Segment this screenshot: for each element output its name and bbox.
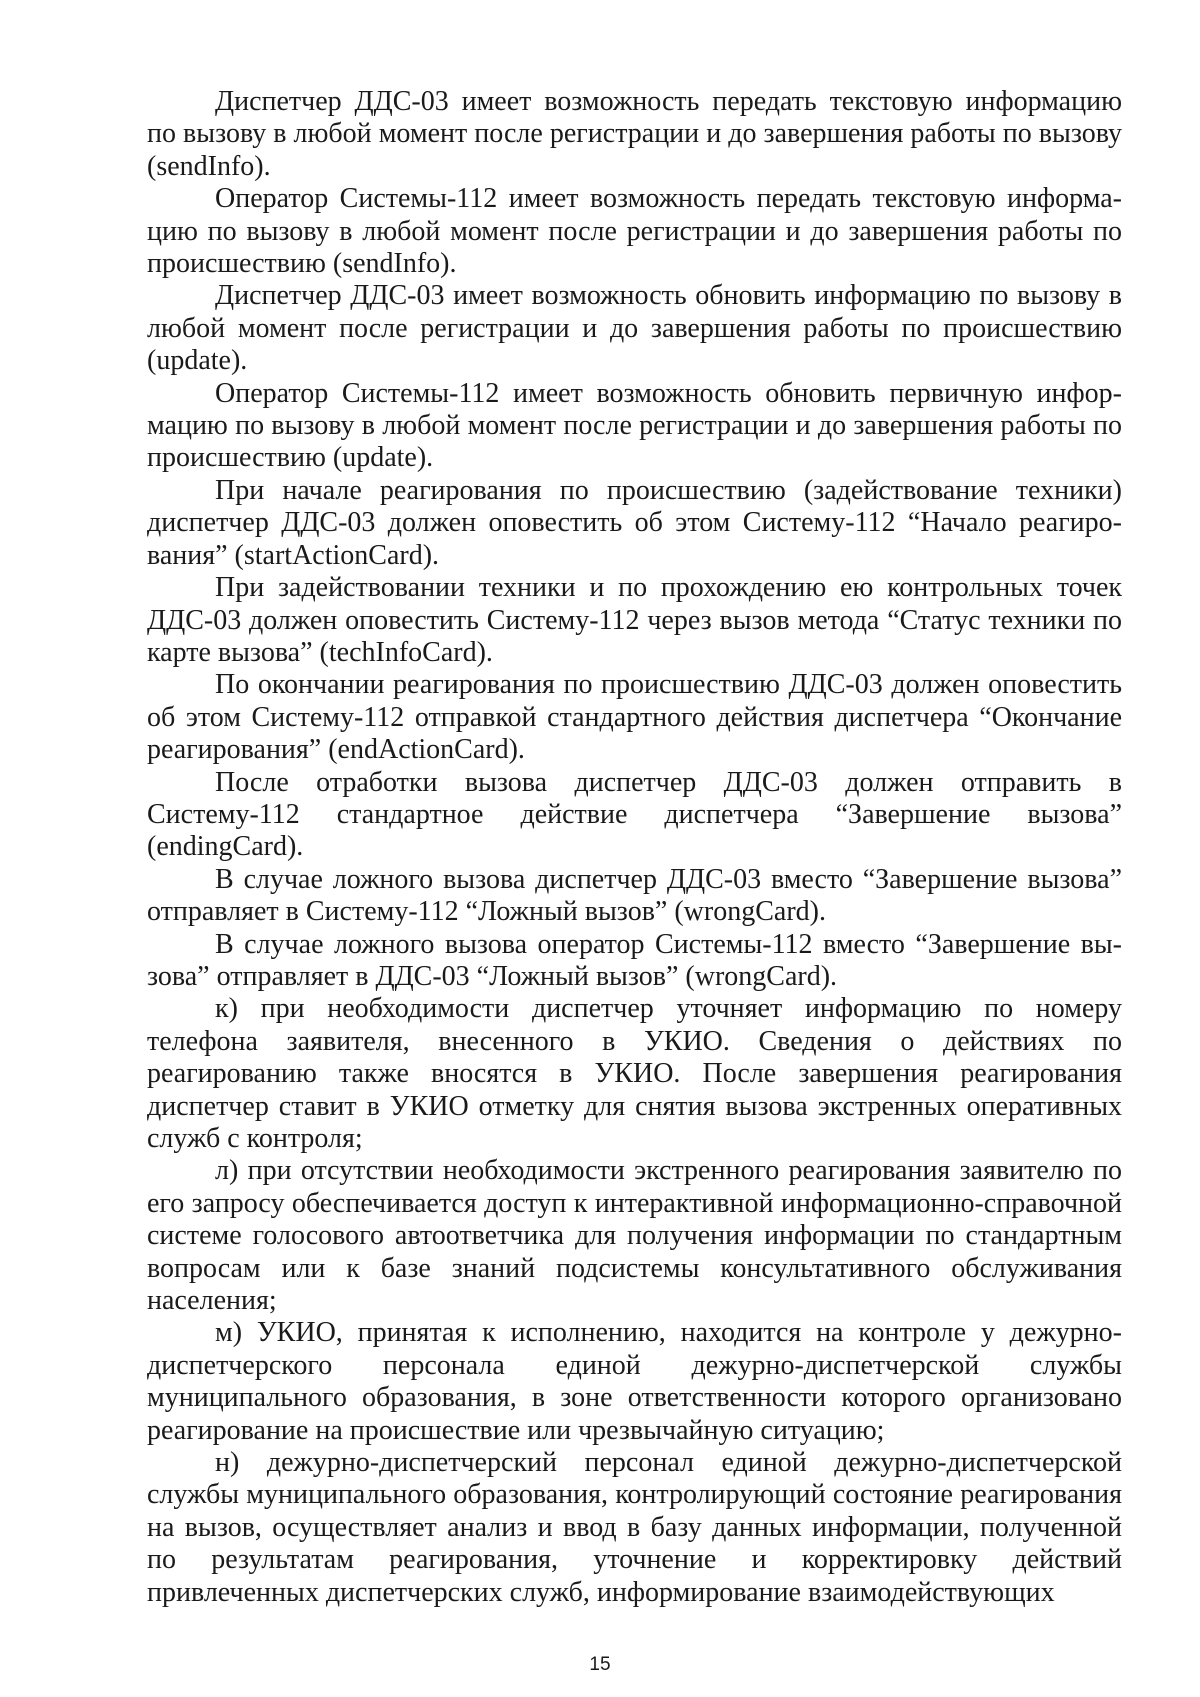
- paragraph: Оператор Системы-112 имеет возможность передать текстовую информацию по вызову в любой момент после регистрации и до завершения работы по происшествию (sendInfo).: [147, 183, 1122, 280]
- list-item-l: л) при отсутствии необходимости экстренного реагирования заявителю по его запросу обеспечивается доступ к интерактивной информационно-справочной системе голосового автоответчика для получения информации по стандартным вопросам или к базе знаний подсистемы консультативного обслуживания населения;: [147, 1155, 1122, 1317]
- paragraph: В случае ложного вызова оператор Системы-112 вместо “Завершение вызова” отправляет в ДДС-03 “Ложный вызов” (wrongCard).: [147, 928, 1122, 992]
- paragraph: После отработки вызова диспетчер ДДС-03 должен отправить в Систему-112 стандартное действие диспетчера “Завершение вызова” (endingCard).: [147, 766, 1122, 863]
- paragraph: При начале реагирования по происшествию (задействование техники) диспетчер ДДС-03 должен оповестить об этом Систему-112 “Начало реагирования” (startActionCard).: [147, 474, 1122, 571]
- paragraph: При задействовании техники и по прохождению ею контрольных точек ДДС-03 должен оповестить Систему-112 через вызов метода “Статус техники по карте вызова” (techInfoCard).: [147, 572, 1122, 668]
- document-body: [147, 86, 1122, 1609]
- paragraph: Оператор Системы-112 имеет возможность обновить первичную информацию по вызову в любой момент после регистрации и до завершения работы по происшествию (update).: [147, 377, 1122, 474]
- list-item-m: м) УКИО, принятая к исполнению, находится на контроле у дежурно-диспетчерского персонала единой дежурно-диспетчерской службы муниципального образования, в зоне ответственности которого организовано реагирование на происшествие или чрезвычайную ситуацию;: [147, 1317, 1122, 1446]
- list-item-n: н) дежурно-диспетчерский персонал единой дежурно-диспетчерской службы муниципального образования, контролирующий состояние реагирования на вызов, осуществляет анализ и ввод в базу данных информации, полученной по результатам реагирования, уточнение и корректировку действий привлеченных диспетчерских служб, информирование взаимодействующих: [147, 1447, 1122, 1608]
- page-number: 15: [589, 1654, 611, 1675]
- paragraph: По окончании реагирования по происшествию ДДС-03 должен оповестить об этом Систему-112 отправкой стандартного действия диспетчера “Окончание реагирования” (endActionCard).: [147, 669, 1122, 766]
- paragraph: Диспетчер ДДС-03 имеет возможность передать текстовую информацию по вызову в любой момент после регистрации и до завершения работы по вызову (sendInfo).: [147, 86, 1122, 182]
- paragraph: Диспетчер ДДС-03 имеет возможность обновить информацию по вызову в любой момент после регистрации и до завершения работы по происшествию (update).: [147, 280, 1122, 377]
- paragraph: В случае ложного вызова диспетчер ДДС-03 вместо “Завершение вызова” отправляет в Систему-112 “Ложный вызов” (wrongCard).: [147, 863, 1122, 928]
- list-item-k: к) при необходимости диспетчер уточняет информацию по номеру телефона заявителя, внесенного в УКИО. Сведения о действиях по реагированию также вносятся в УКИО. После завершения реагирования диспетчер ставит в УКИО отметку для снятия вызова экстренных оперативных служб с контроля;: [147, 993, 1122, 1154]
